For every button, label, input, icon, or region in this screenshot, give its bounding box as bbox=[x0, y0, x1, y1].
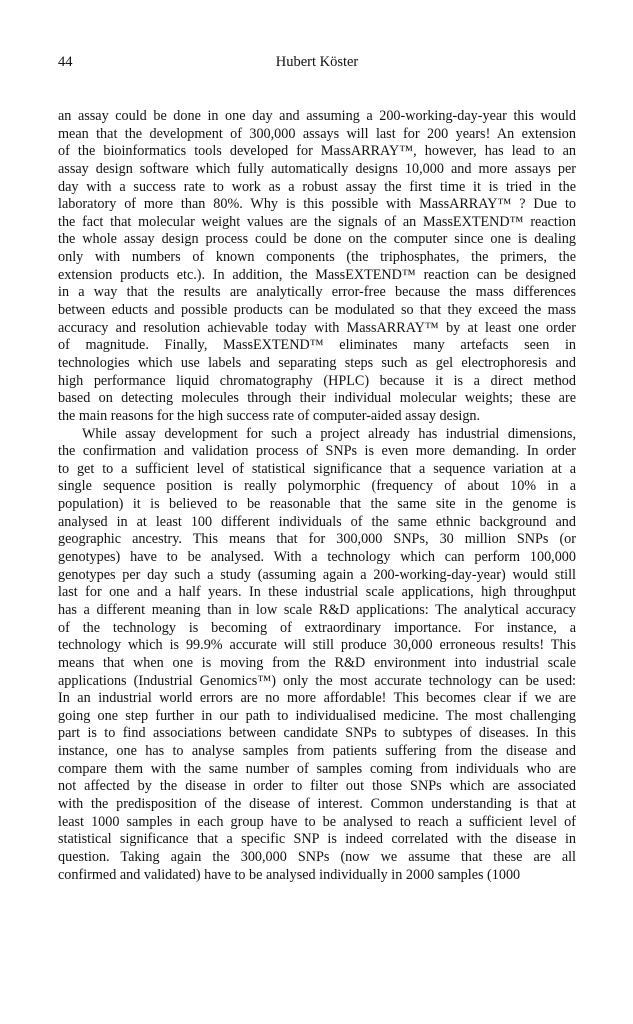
page-number: 44 bbox=[58, 54, 73, 70]
text-line: laboratory of more than 80%. Why is this possible with MassARRAY™ ? Due to bbox=[58, 196, 576, 213]
text-line: an assay could be done in one day and assuming a 200-working-day-year this would bbox=[58, 108, 576, 124]
text-line: genotypes per day such a study (assuming again a 200-working-day-year) would still bbox=[58, 566, 576, 583]
text-line: technology which is 99.9% accurate will still produce 30,000 erroneous results! This bbox=[58, 637, 576, 654]
text-line: with the predisposition of the disease of interest. Common understanding is that at bbox=[58, 795, 576, 812]
text-line: mean that the development of 300,000 assays will last for 200 years! An extension bbox=[58, 125, 576, 142]
text-line: instance, one has to analyse samples from patients suffering from the disease and bbox=[58, 743, 576, 760]
text-line: applications (Industrial Genomics™) only the most accurate technology can be used: bbox=[58, 672, 576, 689]
text-line: part is to find associations between candidate SNPs to subtypes of diseases. In this bbox=[58, 725, 576, 742]
text-line: last for one and a half years. In these industrial scale applications, high throughput bbox=[58, 584, 576, 601]
running-title: Hubert Köster bbox=[275, 54, 359, 70]
text-line: population) it is believed to be reasonable that the same site in the genome is bbox=[58, 496, 576, 513]
text-line: question. Taking again the 300,000 SNPs (now we assume that these are all bbox=[58, 848, 576, 865]
text-line: based on detecting molecules through their individual molecular weights; these are bbox=[58, 390, 576, 407]
text-line: assay design software which fully automatically designs 10,000 and more assays per bbox=[58, 160, 576, 177]
text-line: genotypes) have to be analysed. With a technology which can perform 100,000 bbox=[58, 549, 576, 566]
text-line: high performance liquid chromatography (HPLC) because it is a direct method bbox=[58, 372, 576, 389]
text-line: to get to a sufficient level of statistical significance that a sequence variation at a bbox=[58, 460, 576, 477]
text-line: day with a success rate to work as a robust assay the first time it is tried in the bbox=[58, 178, 576, 195]
text-line: compare them with the same number of samples coming from individuals who are bbox=[58, 760, 576, 777]
text-line: the whole assay design process could be done on the computer since one is dealing bbox=[58, 231, 576, 248]
text-line: analysed in at least 100 different individuals of the same ethnic background and bbox=[58, 513, 576, 530]
text-line: of the technology is becoming of extraordinary importance. For instance, a bbox=[58, 619, 576, 636]
text-line: single sequence position is really polymorphic (frequency of about 10% in a bbox=[58, 478, 576, 495]
body-text bbox=[58, 108, 576, 884]
text-line: While assay development for such a project already has industrial dimensions, bbox=[82, 425, 576, 442]
text-line: has a different meaning than in low scale R&D applications: The analytical accuracy bbox=[58, 601, 576, 618]
text-line: extension products etc.). In addition, the MassEXTEND™ reaction can be designed bbox=[58, 266, 576, 283]
text-line: going one step further in our path to individualised medicine. The most challenging bbox=[58, 707, 576, 724]
page-header bbox=[58, 52, 576, 72]
text-line: geographic ancestry. This means that for 300,000 SNPs, 30 million SNPs (or bbox=[58, 531, 576, 548]
text-line: In an industrial world errors are no more affordable! This becomes clear if we are bbox=[58, 690, 576, 707]
text-line: the main reasons for the high success rate of computer-aided assay design. bbox=[58, 407, 481, 424]
text-line: in a way that the results are analytically error-free because the mass differences bbox=[58, 284, 576, 301]
text-line: the confirmation and validation process of SNPs is even more demanding. In order bbox=[58, 443, 576, 460]
text-line: of the bioinformatics tools developed for MassARRAY™, however, has lead to an bbox=[58, 143, 576, 160]
text-line: only with numbers of known components (the triphosphates, the primers, the bbox=[58, 249, 576, 266]
paragraph bbox=[58, 426, 576, 885]
text-line: the fact that molecular weight values are the signals of an MassEXTEND™ reaction bbox=[58, 213, 576, 230]
text-line: not affected by the disease in order to filter out those SNPs which are associated bbox=[58, 778, 576, 795]
text-line: statistical significance that a specific SNP is indeed correlated with the disease in bbox=[58, 831, 576, 848]
text-line: least 1000 samples in each group have to be analysed to reach a sufficient level of bbox=[58, 813, 576, 830]
paragraph bbox=[58, 108, 576, 426]
text-line: means that when one is moving from the R&D environment into industrial scale bbox=[58, 654, 576, 671]
text-line: confirmed and validated) have to be analysed individually in 2000 samples (1000 bbox=[58, 866, 521, 883]
text-line: technologies which use labels and separating steps such as gel electrophoresis and bbox=[58, 354, 576, 371]
text-line: of magnitude. Finally, MassEXTEND™ eliminates many artefacts seen in bbox=[58, 337, 576, 354]
text-line: accuracy and resolution achievable today with MassARRAY™ by at least one order bbox=[58, 319, 576, 336]
text-line: between educts and possible products can be modulated so that they exceed the mass bbox=[58, 302, 576, 319]
